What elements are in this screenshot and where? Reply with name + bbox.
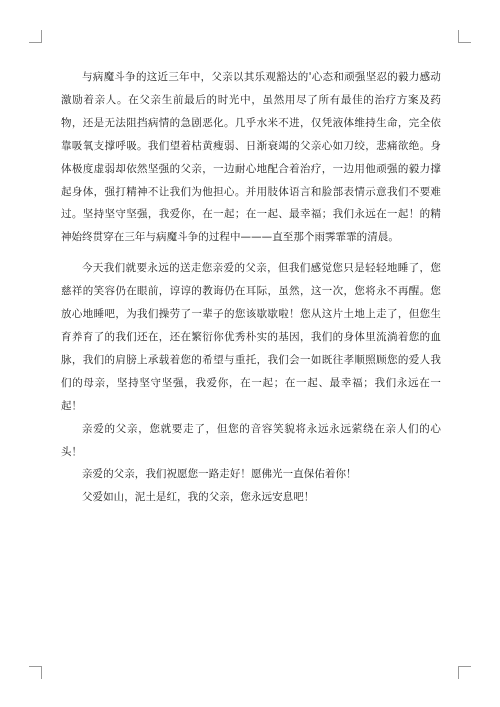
- crop-mark-top-left: [29, 30, 42, 43]
- paragraph-blessing: 亲爱的父亲，我们祝愿您一路走好！愿佛光一直保佑着你！: [82, 468, 357, 481]
- paragraph-farewell: 今天我们就要永远的送走您亲爱的父亲，但我们感觉您只是轻轻地睡了，您慈祥的笑容仍在眼前，谆谆的教诲仍在耳际，虽然，这一次，您将永不再醒。您放心地睡吧，为我们操劳了一辈子的您该歇歇啦！您从这片土地上走了，但您生育养育了的我们还在，还在繁衍你优秀朴实的基因，我们的身体里流淌着您的血脉，我们的肩膀上承载着您的希望与重托，我们会一如既往孝顺照顾您的爱人我们的母亲，坚持坚守坚强，我爱你，在一起；在一起、最幸福；我们永远在一起！: [61, 262, 441, 412]
- paragraph-struggle: 与病魔斗争的这近三年中，父亲以其乐观豁达的'心态和顽强坚忍的毅力感动激励着亲人。在父亲生前最后的时光中，虽然用尽了所有最佳的治疗方案及药物，还是无法阻挡病情的急剧恶化。几乎水米不进，仅凭液体维持生命，完全依靠吸氧支撑呼吸。我们望着枯黄瘦弱、日渐衰竭的父亲心如刀绞，悲痛欲绝。身体极度虚弱却依然坚强的父亲，一边耐心地配合着治疗，一边用他顽强的毅力撑起身体，强打精神不让我们为他担心。并用肢体语言和脸部表情示意我们不要难过。坚持坚守坚强，我爱你，在一起；在一起、最幸福；我们永远在一起！的精神始终贯穿在三年与病魔斗争的过程中———直至那个雨霁霏霏的清晨。: [61, 71, 441, 244]
- crop-mark-bottom-right: [458, 666, 471, 679]
- paragraph-rest-in-peace: 父爱如山，泥土是红，我的父亲，您永远安息吧！: [82, 491, 315, 504]
- paragraph-memory: 亲爱的父亲，您就要走了，但您的音容笑貌将永远永远萦绕在亲人们的心头！: [61, 422, 441, 458]
- crop-mark-bottom-left: [29, 666, 42, 679]
- document-body: [61, 66, 441, 509]
- crop-mark-top-right: [458, 30, 471, 43]
